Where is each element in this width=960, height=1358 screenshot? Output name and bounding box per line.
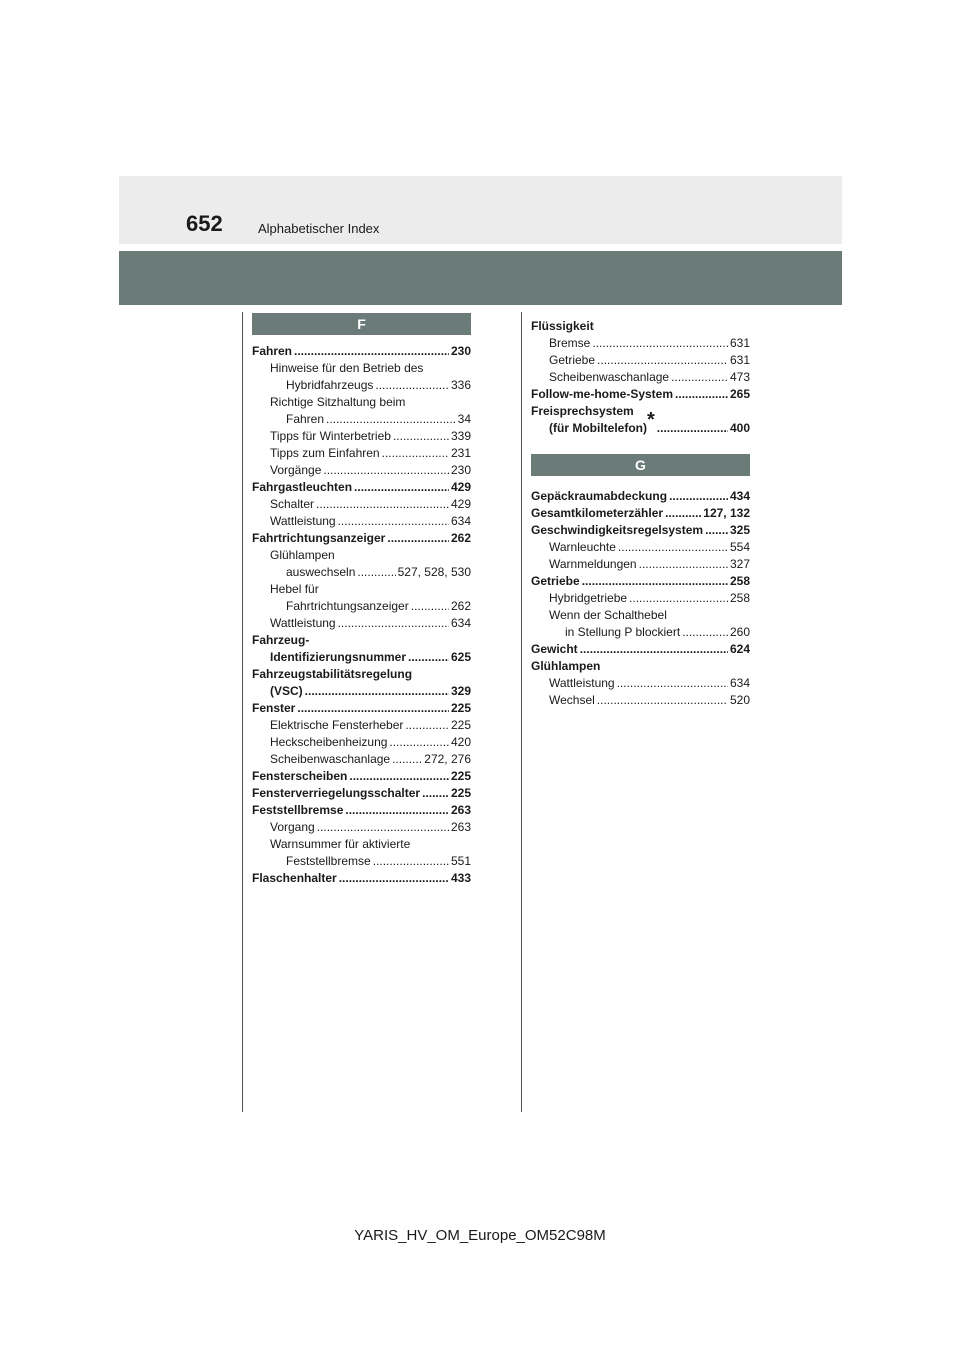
index-entry	[531, 505, 750, 522]
index-page-reference: 265	[729, 387, 750, 401]
dot-leader	[618, 539, 728, 556]
index-page-reference: 260	[729, 625, 750, 639]
index-entry	[252, 530, 471, 547]
dot-leader	[305, 683, 449, 700]
dot-leader	[705, 522, 728, 539]
index-entry-label: Schalter	[270, 497, 315, 511]
index-entry-label: Wattleistung	[270, 514, 336, 528]
index-column-right	[531, 318, 750, 709]
index-entry	[252, 768, 471, 785]
index-subentry	[252, 428, 471, 445]
index-entry-label: in Stellung P blockiert	[565, 625, 681, 639]
index-page-reference: 225	[450, 769, 471, 783]
index-subheading: Glühlampen	[270, 548, 335, 562]
index-subentry	[252, 717, 471, 734]
index-entry-label: Getriebe	[531, 574, 580, 588]
index-page-reference: 624	[729, 642, 750, 656]
index-entry-label: Scheibenwaschanlage	[270, 752, 391, 766]
index-page-reference: 263	[450, 820, 471, 834]
index-page-reference: 634	[450, 616, 471, 630]
index-entry-label: Gewicht	[531, 642, 578, 656]
dot-leader	[339, 870, 449, 887]
index-subentry	[252, 411, 471, 428]
dot-leader	[326, 411, 456, 428]
index-page-reference: 527, 528, 530	[397, 565, 471, 579]
index-heading: Glühlampen	[531, 659, 601, 673]
index-entry-label: auswechseln	[286, 565, 356, 579]
index-list-f	[252, 343, 471, 887]
index-subentry	[252, 564, 471, 581]
index-subentry	[531, 590, 750, 607]
index-page-reference: 329	[450, 684, 471, 698]
index-subentry	[531, 539, 750, 556]
index-page-reference: 420	[450, 735, 471, 749]
dot-leader	[617, 675, 728, 692]
index-page-reference: 34	[457, 412, 471, 426]
index-entry	[531, 641, 750, 658]
index-entry-label: Fensterverriegelungsschalter	[252, 786, 421, 800]
index-list-g	[531, 484, 750, 709]
index-entry-label: Vorgänge	[270, 463, 322, 477]
dot-leader	[629, 590, 728, 607]
dot-leader	[354, 479, 449, 496]
index-page-reference: 231	[450, 446, 471, 460]
dot-leader	[393, 428, 449, 445]
index-entry-label: Feststellbremse	[286, 854, 371, 868]
index-entry	[252, 479, 471, 496]
index-entry-label: Wechsel	[549, 693, 595, 707]
index-page-reference: 272, 276	[424, 752, 471, 766]
dot-leader	[294, 343, 449, 360]
index-entry-label: Vorgang	[270, 820, 315, 834]
index-subentry	[531, 624, 750, 641]
index-page-reference: 263	[450, 803, 471, 817]
dot-leader	[387, 530, 449, 547]
index-entry-label: Fahrtrichtungsanzeiger	[252, 531, 386, 545]
index-subentry	[252, 751, 471, 768]
dot-leader	[675, 386, 728, 403]
index-page-reference: 631	[729, 353, 750, 367]
dot-leader	[357, 564, 395, 581]
index-page-reference: 400	[729, 421, 750, 435]
dot-leader	[671, 369, 728, 386]
index-heading: Fahrzeug-	[252, 633, 310, 647]
index-entry-label: Fahren	[252, 344, 293, 358]
footnote-star: *	[646, 409, 655, 431]
dot-leader	[317, 819, 449, 836]
dot-leader	[665, 505, 701, 522]
dot-leader	[405, 717, 449, 734]
letter-header-f: F	[252, 313, 471, 335]
index-page-reference: 433	[450, 871, 471, 885]
index-subentry	[252, 445, 471, 462]
index-entry-label: Feststellbremse	[252, 803, 344, 817]
index-page-reference: 634	[450, 514, 471, 528]
index-entry-label: Fahren	[286, 412, 325, 426]
index-page-reference: 262	[450, 599, 471, 613]
index-subentry	[252, 853, 471, 870]
index-subentry	[531, 556, 750, 573]
index-entry-label: Fahrtrichtungsanzeiger	[286, 599, 409, 613]
index-subentry	[531, 335, 750, 352]
dot-leader	[408, 649, 449, 666]
index-column-left	[252, 313, 471, 887]
index-entry-label: Gesamtkilometerzähler	[531, 506, 664, 520]
index-page-reference: 336	[450, 378, 471, 392]
index-entry-label: Warnmeldungen	[549, 557, 637, 571]
index-page-reference: 325	[729, 523, 750, 537]
index-entry-label: Heckscheibenheizung	[270, 735, 388, 749]
index-page-reference: 258	[729, 574, 750, 588]
index-page-reference: 631	[729, 336, 750, 350]
index-entry-label: Wattleistung	[270, 616, 336, 630]
index-subheading: Wenn der Schalthebel	[549, 608, 667, 622]
index-entry-label: Hybridgetriebe	[549, 591, 628, 605]
index-entry-label: Scheibenwaschanlage	[549, 370, 670, 384]
dot-leader	[597, 352, 728, 369]
index-entry-label: Getriebe	[549, 353, 596, 367]
index-entry-label: Fensterscheiben	[252, 769, 348, 783]
dot-leader	[382, 445, 449, 462]
dot-leader	[580, 641, 728, 658]
index-page-reference: 520	[729, 693, 750, 707]
index-page-reference: 127, 132	[703, 506, 750, 520]
index-subentry	[252, 615, 471, 632]
index-entry	[252, 683, 471, 700]
section-divider-band	[119, 251, 842, 305]
index-entry-label: Flaschenhalter	[252, 871, 337, 885]
index-page-reference: 339	[450, 429, 471, 443]
index-heading: Fahrzeugstabilitätsregelung	[252, 667, 413, 681]
dot-leader	[411, 598, 449, 615]
dot-leader	[373, 853, 449, 870]
index-entry	[252, 785, 471, 802]
dot-leader	[338, 513, 449, 530]
index-subentry	[252, 734, 471, 751]
header-band	[119, 176, 842, 244]
index-subentry	[252, 377, 471, 394]
dot-leader	[582, 573, 728, 590]
index-entry-label: Geschwindigkeitsregelsystem	[531, 523, 704, 537]
index-entry-label: (für Mobiltelefon)*	[549, 409, 655, 435]
index-entry	[252, 870, 471, 887]
dot-leader	[422, 785, 449, 802]
index-entry-label: Fenster	[252, 701, 296, 715]
column-rule-left	[242, 312, 243, 1112]
index-page-reference: 634	[729, 676, 750, 690]
column-rule-right	[521, 312, 522, 1112]
index-list-f-continued	[531, 318, 750, 437]
index-heading: Flüssigkeit	[531, 319, 594, 333]
index-subentry	[531, 692, 750, 709]
index-entry	[252, 343, 471, 360]
dot-leader	[338, 615, 449, 632]
index-entry-label: Tipps für Winterbetrieb	[270, 429, 391, 443]
index-subentry	[252, 598, 471, 615]
index-page-reference: 429	[450, 497, 471, 511]
dot-leader	[389, 734, 449, 751]
index-entry	[252, 649, 471, 666]
index-page-reference: 434	[729, 489, 750, 503]
index-entry-label: Follow-me-home-System	[531, 387, 674, 401]
document-footer: YARIS_HV_OM_Europe_OM52C98M	[354, 1227, 606, 1244]
index-page-reference: 262	[450, 531, 471, 545]
index-entry	[531, 386, 750, 403]
dot-leader	[392, 751, 422, 768]
index-entry-label: Bremse	[549, 336, 591, 350]
index-heading: Freisprechsystem	[531, 404, 634, 418]
index-page-reference: 625	[450, 650, 471, 664]
index-page-reference: 225	[450, 718, 471, 732]
index-subentry	[531, 675, 750, 692]
index-entry-label: Hybridfahrzeugs	[286, 378, 374, 392]
dot-leader	[597, 692, 728, 709]
index-page-reference: 258	[729, 591, 750, 605]
index-entry-label: Wattleistung	[549, 676, 615, 690]
index-subentry	[531, 369, 750, 386]
dot-leader	[657, 420, 728, 437]
index-subentry	[252, 462, 471, 479]
index-subheading: Warnsummer für aktivierte	[270, 837, 411, 851]
dot-leader	[297, 700, 449, 717]
index-page-reference: 554	[729, 540, 750, 554]
index-entry-label: Tipps zum Einfahren	[270, 446, 380, 460]
index-subentry	[531, 352, 750, 369]
index-entry	[531, 522, 750, 539]
index-page-reference: 429	[450, 480, 471, 494]
index-entry	[531, 573, 750, 590]
dot-leader	[345, 802, 449, 819]
index-subentry	[252, 513, 471, 530]
index-entry-label: Fahrgastleuchten	[252, 480, 353, 494]
index-entry	[252, 700, 471, 717]
index-subentry	[252, 496, 471, 513]
index-subheading: Hinweise für den Betrieb des	[270, 361, 424, 375]
index-entry-label: Warnleuchte	[549, 540, 616, 554]
index-page-reference: 225	[450, 701, 471, 715]
index-entry-label: Identifizierungsnummer	[270, 650, 407, 664]
dot-leader	[323, 462, 449, 479]
index-page-reference: 473	[729, 370, 750, 384]
dot-leader	[375, 377, 449, 394]
index-entry-label: (VSC)	[270, 684, 303, 698]
dot-leader	[592, 335, 728, 352]
index-subentry	[252, 819, 471, 836]
index-entry	[531, 488, 750, 505]
index-subheading: Hebel für	[270, 582, 319, 596]
letter-header-g: G	[531, 454, 750, 476]
index-page-reference: 230	[450, 463, 471, 477]
index-entry-label: Elektrische Fensterheber	[270, 718, 404, 732]
dot-leader	[639, 556, 728, 573]
index-page-reference: 327	[729, 557, 750, 571]
index-entry	[252, 802, 471, 819]
dot-leader	[316, 496, 449, 513]
dot-leader	[682, 624, 728, 641]
dot-leader	[669, 488, 728, 505]
dot-leader	[349, 768, 449, 785]
page-number: 652	[186, 211, 223, 236]
section-title: Alphabetischer Index	[258, 221, 380, 236]
index-subheading: Richtige Sitzhaltung beim	[270, 395, 406, 409]
index-entry-label: Gepäckraumabdeckung	[531, 489, 668, 503]
index-page-reference: 551	[450, 854, 471, 868]
index-page-reference: 225	[450, 786, 471, 800]
index-page-reference: 230	[450, 344, 471, 358]
